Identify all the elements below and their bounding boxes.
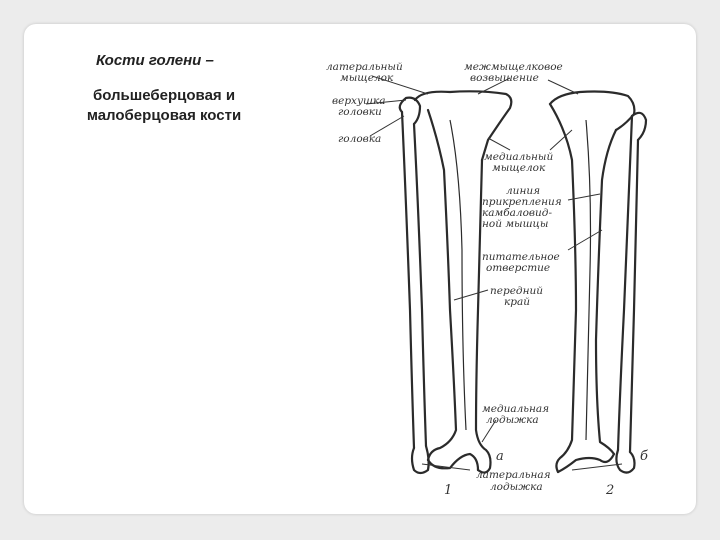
left-fibula-shaft-2 — [414, 124, 426, 446]
slide-title: Кости голени – — [96, 52, 214, 69]
right-tibia-distal — [558, 454, 614, 472]
label-letter-a: а — [496, 449, 504, 464]
label-intercondylar-2: возвышение — [470, 72, 539, 84]
leader-intercondylar-right — [548, 80, 578, 94]
label-lateral-malleolus-1: латеральная — [476, 469, 551, 481]
leg-bones-figure — [310, 50, 660, 510]
leg-bones-drawing — [310, 50, 660, 510]
right-fibula-malleolus — [616, 450, 634, 473]
right-fibula-head — [632, 113, 646, 140]
label-num-1: 1 — [444, 483, 453, 498]
left-tibia-crest — [450, 120, 466, 430]
label-medial-condyle-1: медиальный — [484, 151, 554, 163]
label-medial-malleolus-2: лодыжка — [486, 414, 539, 426]
label-medial-condyle-2: мыщелок — [492, 162, 546, 174]
leader-nutrient — [568, 230, 602, 250]
right-tibia-shaft-lateral — [596, 130, 616, 454]
label-lateral-condyle-1: латеральный — [326, 61, 403, 73]
leader-anterior — [454, 290, 488, 300]
label-nutrient-1: питательное — [482, 251, 560, 263]
left-tibia-shaft-lateral — [428, 110, 456, 460]
label-head-apex-1: верхушка — [332, 95, 386, 107]
subtitle-line-2: малоберцовая кости — [86, 107, 242, 124]
label-soleus-4: ной мышцы — [482, 218, 549, 230]
right-tibia-shaft-medial — [550, 104, 576, 472]
label-intercondylar-1: межмыщелковое — [464, 61, 563, 73]
leader-lateral-malleolus-right — [572, 464, 622, 470]
label-anterior-1: передний — [490, 285, 544, 297]
right-fibula-shaft-1 — [618, 116, 632, 450]
label-head-apex-2: головки — [338, 106, 382, 118]
right-tibia-condyles — [550, 92, 634, 131]
right-fibula-shaft-2 — [630, 140, 638, 452]
right-view-bones — [550, 92, 646, 473]
left-fibula-malleolus — [412, 446, 429, 473]
right-tibia-crest — [586, 120, 591, 440]
label-letter-b: б — [640, 449, 648, 464]
label-anterior-2: край — [504, 296, 531, 308]
label-soleus-3: камбаловид- — [482, 207, 552, 219]
label-medial-malleolus-1: медиальная — [482, 403, 550, 415]
slide-subtitle — [44, 86, 284, 126]
label-lateral-condyle-2: мыщелок — [340, 72, 394, 84]
label-soleus-2: прикрепления — [482, 196, 562, 208]
label-num-2: 2 — [606, 483, 615, 498]
left-tibia-condyles — [415, 91, 511, 160]
label-soleus-1: линия — [506, 185, 541, 197]
subtitle-line-1: большеберцовая и — [92, 87, 236, 104]
left-fibula-shaft-1 — [402, 112, 414, 448]
label-lateral-malleolus-2: лодыжка — [490, 481, 543, 493]
label-head: головка — [338, 133, 382, 145]
label-nutrient-2: отверстие — [486, 262, 551, 274]
leader-medial-left — [488, 138, 510, 150]
